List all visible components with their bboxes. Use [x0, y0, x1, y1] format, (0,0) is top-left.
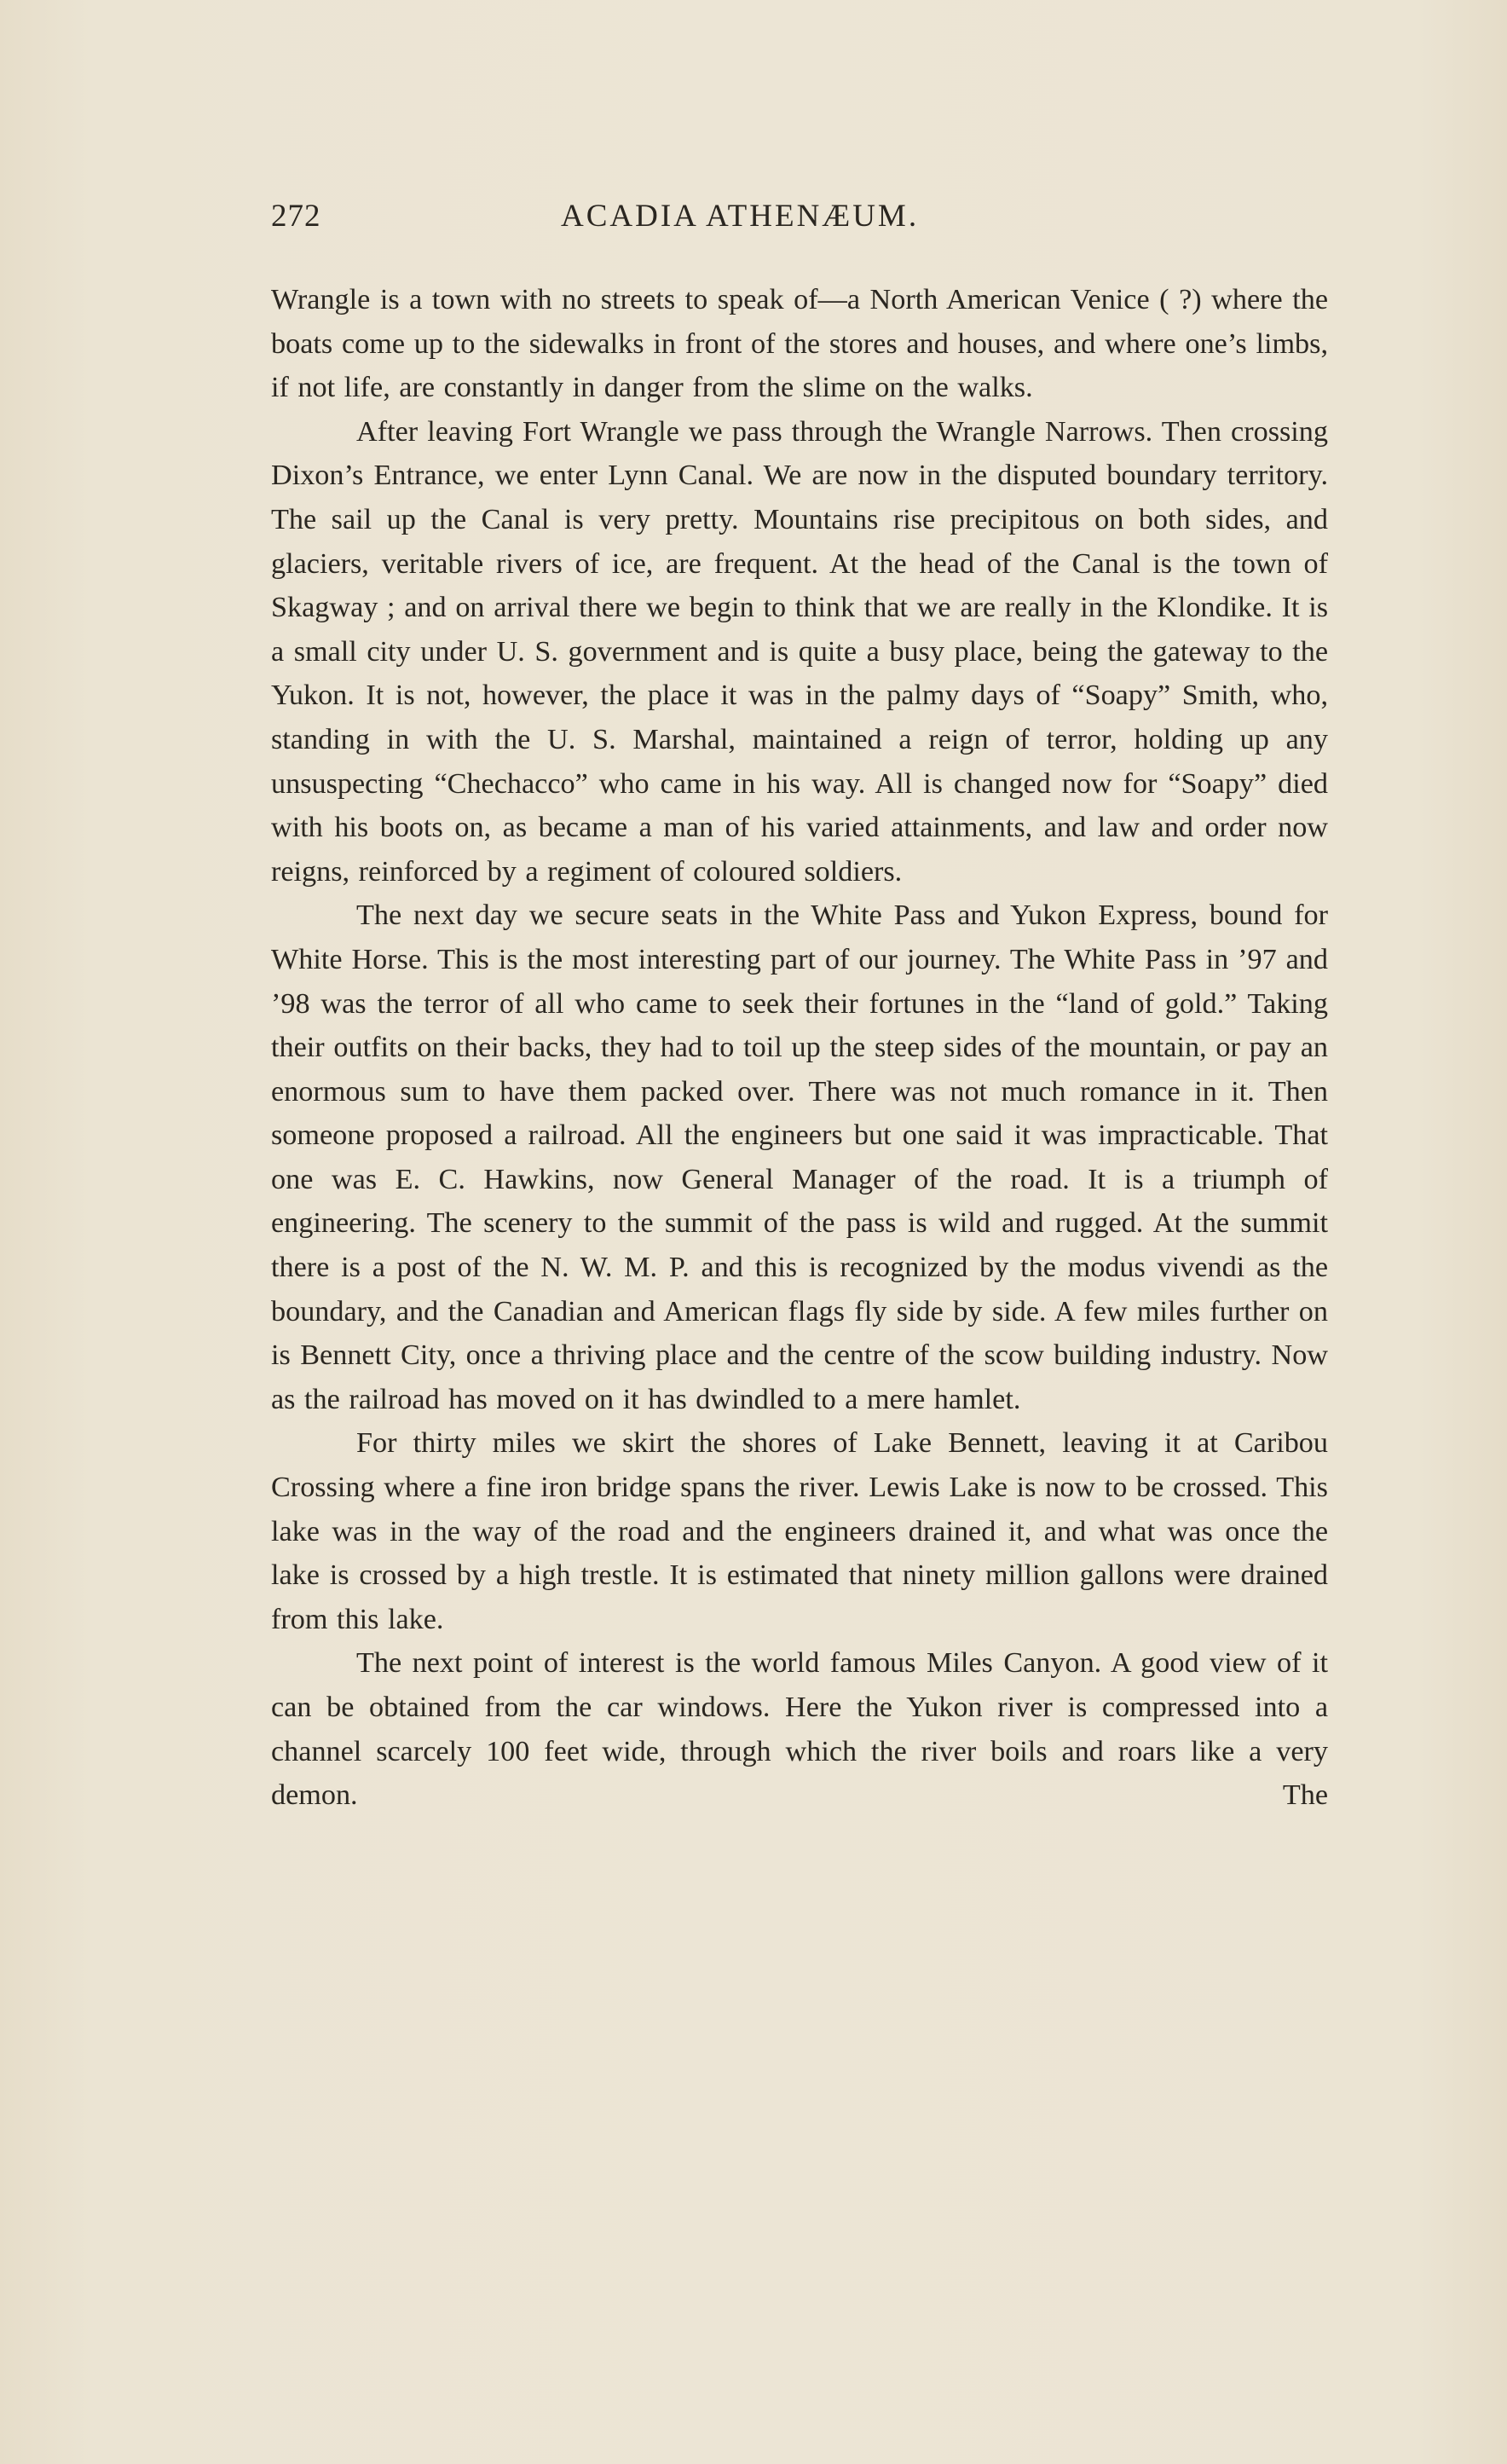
paragraph-2: After leaving Fort Wrangle we pass through the Wrangle Narrows. Then crossing Dixon’s Entrance, we enter Lynn Canal. We are now in the disputed boundary territory. The sail up the Canal is very pretty. Mountains rise precipitous on both sides, and glaciers, veritable rivers of ice, are frequent. At the head of the Canal is the town of Skagway ; and on arrival there we begin to think that we are really in the Klondike. It is a small city under U. S. government and is quite a busy place, being the gateway to the Yukon. It is not, however, the place it was in the palmy days of “Soapy” Smith, who, standing in with the U. S. Marshal, maintained a reign of terror, holding up any unsuspecting “Chechacco” who came in his way. All is changed now for “Soapy” died with his boots on, as became a man of his varied attainments, and law and order now reigns, reinforced by a regiment of coloured soldiers.	[271, 415, 1328, 888]
page-header	[271, 198, 1335, 242]
paragraph-4: For thirty miles we skirt the shores of Lake Bennett, leaving it at Caribou Crossing where a fine iron bridge spans the river. Lewis Lake is now to be crossed. This lake was in the way of the road and the engineers drained it, and what was once the lake is crossed by a high trestle. It is estimated that ninety million gallons were drained from this lake.	[271, 1427, 1328, 1635]
paragraph-1: Wrangle is a town with no streets to speak of—a North American Venice ( ?) where the boats come up to the sidewalks in front of the stores and houses, and where one’s limbs, if not life, are constantly in danger from the slime on the walks.	[271, 284, 1328, 404]
body-text	[271, 278, 1328, 1818]
paragraph-5: The next point of interest is the world famous Miles Canyon. A good view of it can be obtained from the car windows. Here the Yukon river is compressed into a channel scarcely 100 feet wide, through which the river boils and roars like a very demon. The	[271, 1647, 1328, 1812]
paragraph-3: The next day we secure seats in the White Pass and Yukon Express, bound for White Horse. This is the most interesting part of our journey. The White Pass in ’97 and ’98 was the terror of all who came to seek their fortunes in the “land of gold.” Taking their outfits on their backs, they had to toil up the steep sides of the mountain, or pay an enormous sum to have them packed over. There was not much romance in it. Then someone proposed a railroad. All the engineers but one said it was impracticable. That one was E. C. Hawkins, now General Manager of the road. It is a triumph of engineering. The scenery to the summit of the pass is wild and rugged. At the summit there is a post of the N. W. M. P. and this is recognized by the modus vivendi as the boundary, and the Canadian and American flags fly side by side. A few miles further on is Bennett City, once a thriving place and the centre of the scow building industry. Now as the railroad has moved on it has dwindled to a mere hamlet.	[271, 899, 1328, 1415]
running-title: ACADIA ATHENÆUM.	[561, 199, 920, 234]
page-number: 272	[271, 199, 321, 234]
